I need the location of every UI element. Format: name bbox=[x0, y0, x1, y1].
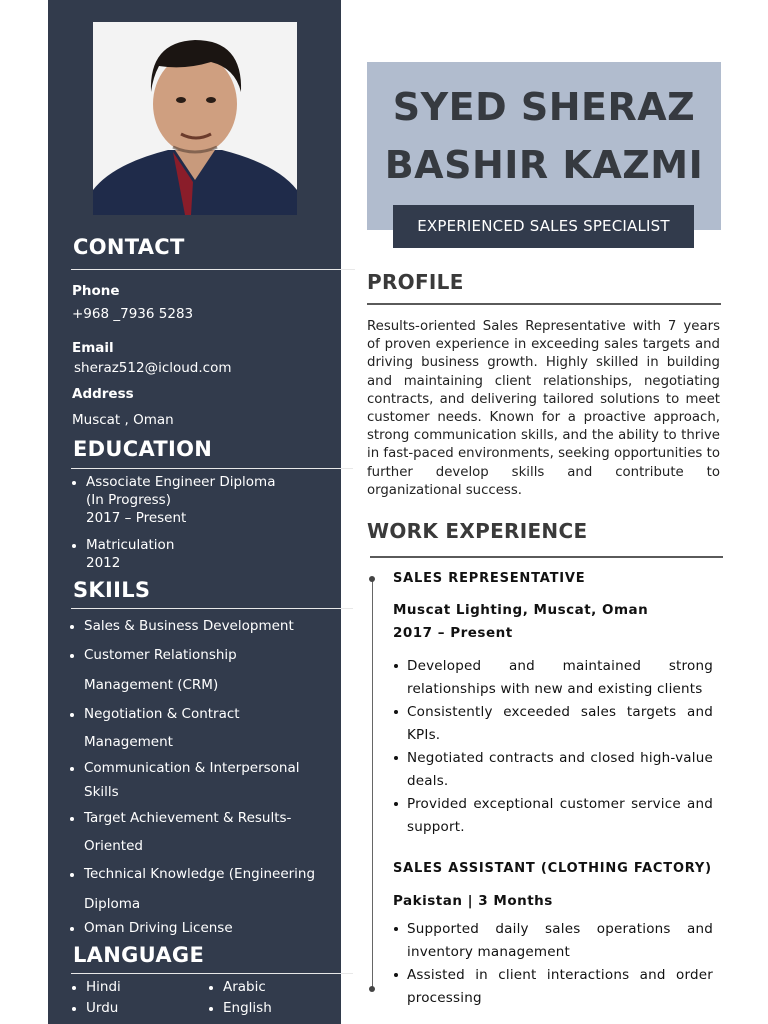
skill-item: Oman Driving License bbox=[84, 920, 233, 936]
name-line-1: SYED SHERAZ bbox=[392, 85, 696, 129]
profile-heading: PROFILE bbox=[367, 270, 464, 294]
skill-item-cont: Diploma bbox=[84, 896, 141, 912]
job-duties-2 bbox=[407, 918, 713, 1010]
language-heading: LANGUAGE bbox=[73, 943, 205, 967]
skill-item-cont: Oriented bbox=[84, 838, 143, 854]
skills-divider bbox=[71, 608, 353, 609]
education-divider bbox=[71, 468, 353, 469]
profile-photo bbox=[93, 22, 297, 215]
job-title-badge: EXPERIENCED SALES SPECIALIST bbox=[393, 205, 694, 248]
phone-value: +968 _7936 5283 bbox=[72, 306, 194, 322]
duty-item: Supported daily sales operations and inventory management bbox=[407, 918, 713, 964]
timeline-line bbox=[372, 578, 373, 990]
job-title-2: SALES ASSISTANT (CLOTHING FACTORY) bbox=[393, 861, 712, 876]
profile-divider bbox=[367, 303, 721, 305]
education-item-date: 2012 bbox=[86, 555, 121, 571]
education-item: Associate Engineer Diploma bbox=[86, 474, 276, 490]
job-period-1: 2017 – Present bbox=[393, 625, 513, 641]
education-item-date: 2017 – Present bbox=[86, 510, 187, 526]
portrait-image bbox=[93, 22, 297, 215]
job-company-1: Muscat Lighting, Muscat, Oman bbox=[393, 602, 649, 618]
address-label: Address bbox=[72, 386, 134, 402]
duty-item: Assisted in client interactions and order processing bbox=[407, 964, 713, 1010]
skill-item: Target Achievement & Results- bbox=[84, 810, 292, 826]
skill-item: Sales & Business Development bbox=[84, 618, 294, 634]
work-experience-divider bbox=[370, 556, 723, 558]
skill-item-cont: Management bbox=[84, 734, 173, 750]
duty-item: Provided exceptional customer service and support. bbox=[407, 793, 713, 839]
address-value: Muscat , Oman bbox=[72, 412, 174, 428]
language-item: Hindi bbox=[86, 979, 121, 995]
timeline-dot bbox=[369, 986, 375, 992]
phone-label: Phone bbox=[72, 283, 120, 299]
skill-item: Communication & Interpersonal bbox=[84, 760, 300, 776]
skills-heading: SKIILS bbox=[73, 578, 151, 602]
skill-item-cont: Skills bbox=[84, 784, 119, 800]
language-item: Arabic bbox=[223, 979, 266, 995]
skill-item: Customer Relationship bbox=[84, 647, 237, 663]
education-item-detail: (In Progress) bbox=[86, 492, 171, 508]
skill-item: Negotiation & Contract bbox=[84, 706, 240, 722]
job-title-1: SALES REPRESENTATIVE bbox=[393, 571, 586, 586]
duty-item: Consistently exceeded sales targets and KPIs. bbox=[407, 701, 713, 747]
education-heading: EDUCATION bbox=[73, 437, 213, 461]
profile-text: Results-oriented Sales Representative with 7 years of proven experience in exceeding sales targets and driving business growth. Highly skilled in building and maintaining client relationships, negotiating contracts, and delivering tailored solutions to meet customer needs. Known for a proactive approach, strong communication skills, and the ability to thrive in fast-paced environments, seeking opportunities to further develop skills and contribute to organizational success. bbox=[367, 319, 720, 498]
name-line-2: BASHIR KAZMI bbox=[384, 143, 704, 187]
job-duties-1 bbox=[407, 655, 713, 839]
email-value: sheraz512@icloud.com bbox=[74, 360, 232, 376]
contact-heading: CONTACT bbox=[73, 235, 185, 259]
education-item: Matriculation bbox=[86, 537, 175, 553]
email-label: Email bbox=[72, 340, 114, 356]
language-item: English bbox=[223, 1000, 272, 1016]
skill-item: Technical Knowledge (Engineering bbox=[84, 866, 316, 882]
skill-item-cont: Management (CRM) bbox=[84, 677, 219, 693]
language-item: Urdu bbox=[86, 1000, 119, 1016]
sidebar bbox=[48, 0, 341, 1024]
timeline-dot bbox=[369, 576, 375, 582]
duty-item: Developed and maintained strong relationships with new and existing clients bbox=[407, 655, 713, 701]
contact-divider bbox=[71, 269, 355, 270]
job-company-2: Pakistan | 3 Months bbox=[393, 893, 553, 909]
candidate-name bbox=[367, 78, 721, 194]
duty-item: Negotiated contracts and closed high-value deals. bbox=[407, 747, 713, 793]
work-experience-heading: WORK EXPERIENCE bbox=[367, 519, 588, 543]
language-divider bbox=[71, 973, 353, 974]
